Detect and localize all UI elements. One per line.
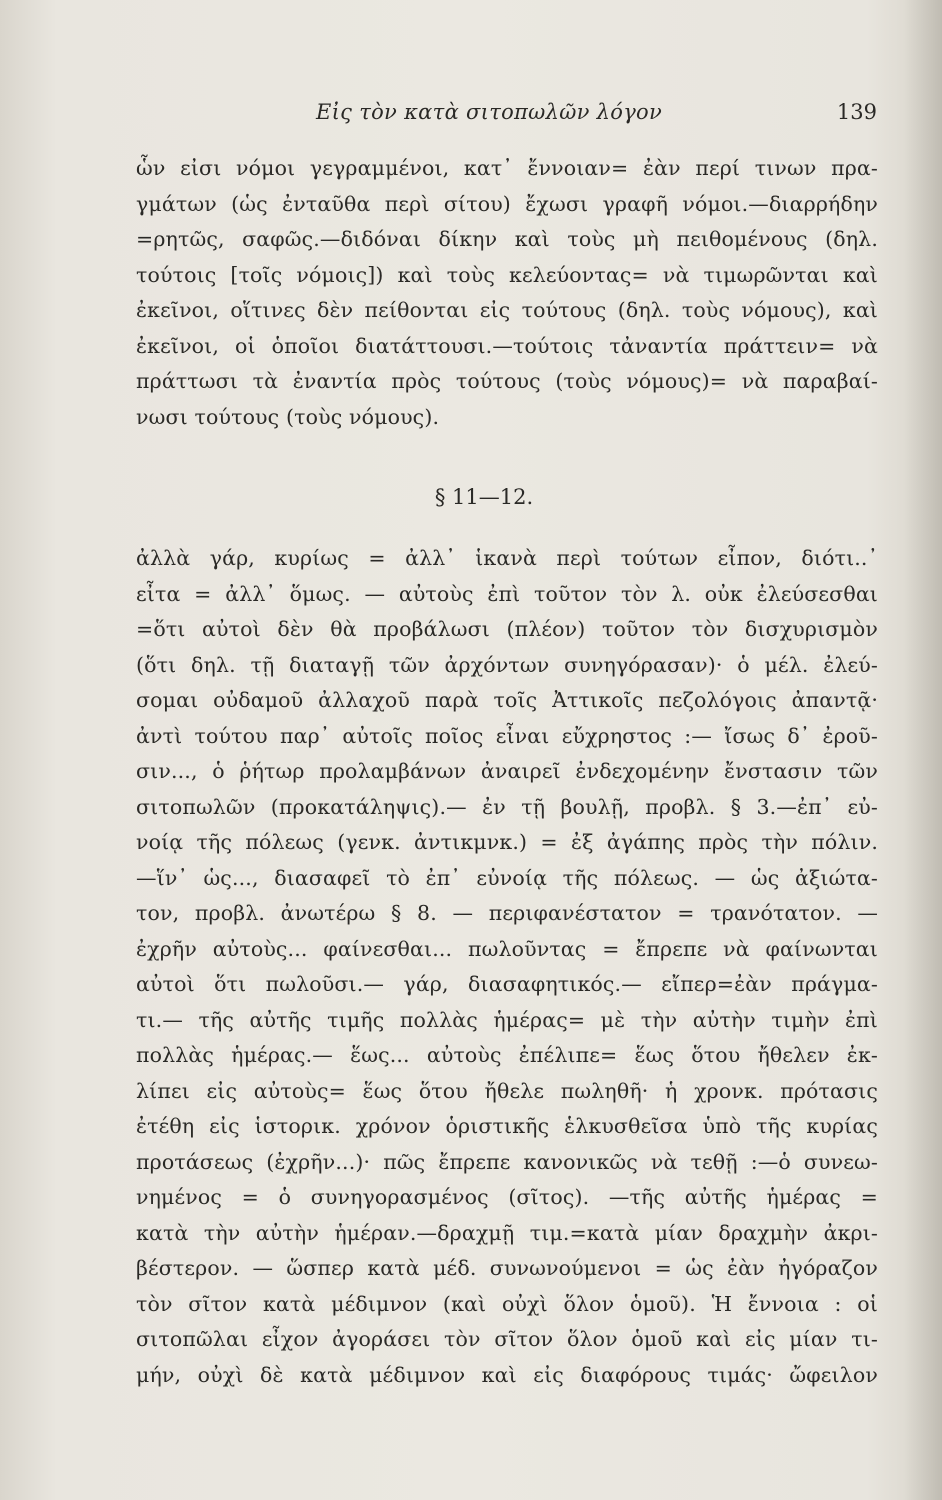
text-line: ὧν εἰσι νόμοι γεγραμμένοι, κατ᾿ ἔννοιαν= ἐὰν περί τινων πρα- xyxy=(136,156,878,180)
text-line: =ὅτι αὐτοὶ δὲν θὰ προβάλωσι (πλέον) τοῦτον τὸν δισχυρισμὸν xyxy=(136,617,878,641)
text-line: ἀντὶ τούτου παρ᾿ αὐτοῖς ποῖος εἶναι εὔχρηστος :— ἴσως δ᾿ ἐροῦ- xyxy=(136,723,878,748)
text-line: τούτοις [τοῖς νόμοις]) καὶ τοὺς κελεύοντας= νὰ τιμωρῶνται καὶ xyxy=(136,262,878,287)
text-line: γμάτων (ὡς ἐνταῦθα περὶ σίτου) ἔχωσι γραφῆ νόμοι.—διαρρήδην xyxy=(136,191,878,216)
text-line: τὸν σῖτον κατὰ μέδιμνον (καὶ οὐχὶ ὅλον ὁμοῦ). Ἡ ἔννοια : οἱ xyxy=(136,1291,878,1316)
text-line: νημένος = ὁ συνηγορασμένος (σῖτος). —τῆς αὐτῆς ἡμέρας = xyxy=(136,1185,878,1209)
text-line: σιν..., ὁ ῥήτωρ προλαμβάνων ἀναιρεῖ ἐνδεχομένην ἔνστασιν τῶν xyxy=(136,759,878,783)
text-line: σομαι οὐδαμοῦ ἀλλαχοῦ παρὰ τοῖς Ἀττικοῖς πεζολόγοις ἀπαντᾷ· xyxy=(136,688,878,712)
running-header xyxy=(132,98,877,134)
text-line: αὐτοὶ ὅτι πωλοῦσι.— γάρ, διασαφητικός.— εἴπερ=ἐὰν πράγμα- xyxy=(136,972,878,996)
commentary-paragraph-2 xyxy=(136,541,878,1393)
text-line: πολλὰς ἡμέρας.— ἕως... αὐτοὺς ἐπέλιπε= ἕως ὅτου ἤθελεν ἐκ- xyxy=(136,1043,878,1067)
text-line: ἐκεῖνοι, οἱ ὁποῖοι διατάττουσι.—τούτοις τἀναντία πράττειν= νὰ xyxy=(136,333,878,358)
text-line: —ἵν᾿ ὡς..., διασαφεῖ τὸ ἐπ᾿ εὐνοίᾳ τῆς πόλεως. — ὡς ἀξιώτα- xyxy=(136,865,878,890)
section-heading: § 11—12. xyxy=(434,485,534,509)
text-line: κατὰ τὴν αὐτὴν ἡμέραν.—δραχμῇ τιμ.=κατὰ μίαν δραχμὴν ἀκρι- xyxy=(136,1220,878,1245)
page-edge-shadow xyxy=(904,0,942,1500)
text-line: τον, προβλ. ἀνωτέρω § 8. — περιφανέστατον = τρανότατον. — xyxy=(136,901,878,925)
text-line: νωσι τούτους (τοὺς νόμους). xyxy=(136,404,440,429)
text-line: τι.— τῆς αὐτῆς τιμῆς πολλὰς ἡμέρας= μὲ τὴν αὐτὴν τιμὴν ἐπὶ xyxy=(136,1007,878,1032)
text-line: σιτοπῶλαι εἶχον ἀγοράσει τὸν σῖτον ὅλον ὁμοῦ καὶ εἰς μίαν τι- xyxy=(136,1327,878,1351)
text-line: ἀλλὰ γάρ, κυρίως = ἀλλ᾿ ἱκανὰ περὶ τούτων εἶπον, διότι..᾿ xyxy=(136,546,878,570)
text-line: ἐκεῖνοι, οἵτινες δὲν πείθονται εἰς τούτους (δηλ. τοὺς νόμους), καὶ xyxy=(136,298,878,322)
text-line: (ὅτι δηλ. τῇ διαταγῇ τῶν ἀρχόντων συνηγόρασαν)· ὁ μέλ. ἐλεύ- xyxy=(136,652,878,677)
text-line: βέστερον. — ὥσπερ κατὰ μέδ. συνωνούμενοι = ὡς ἐὰν ἠγόραζον xyxy=(136,1256,878,1280)
text-line: μήν, οὐχὶ δὲ κατὰ μέδιμνον καὶ εἰς διαφόρους τιμάς· ὤφειλον xyxy=(136,1362,878,1387)
text-line: εἶτα = ἀλλ᾿ ὅμως. — αὐτοὺς ἐπὶ τοῦτον τὸν λ. οὐκ ἐλεύσεσθαι xyxy=(136,581,878,606)
text-line: ἐτέθη εἰς ἱστορικ. χρόνον ὁριστικῆς ἑλκυσθεῖσα ὑπὸ τῆς κυρίας xyxy=(136,1114,878,1138)
page-number: 139 xyxy=(836,100,877,124)
commentary-paragraph-1 xyxy=(136,151,878,435)
text-line: σιτοπωλῶν (προκατάληψις).— ἐν τῇ βουλῇ, προβλ. § 3.—ἐπ᾿ εὐ- xyxy=(136,794,878,819)
text-line: λίπει εἰς αὐτοὺς= ἕως ὅτου ἤθελε πωληθῆ· ἡ χρονκ. πρότασις xyxy=(136,1078,878,1103)
text-line: προτάσεως (ἐχρῆν...)· πῶς ἔπρεπε κανονικῶς νὰ τεθῇ :—ὁ συνεω- xyxy=(136,1149,878,1174)
text-line: ἐχρῆν αὐτοὺς... φαίνεσθαι... πωλοῦντας = ἔπρεπε νὰ φαίνωνται xyxy=(136,936,878,961)
running-title: Εἰς τὸν κατὰ σιτοπωλῶν λόγον xyxy=(316,100,663,124)
text-line: πράττωσι τὰ ἐναντία πρὸς τούτους (τοὺς νόμους)= νὰ παραβαί- xyxy=(136,369,878,393)
text-line: νοίᾳ τῆς πόλεως (γενκ. ἀντικμνκ.) = ἐξ ἀγάπης πρὸς τὴν πόλιν. xyxy=(136,830,878,854)
text-line: =ρητῶς, σαφῶς.—διδόναι δίκην καὶ τοὺς μὴ πειθομένους (δηλ. xyxy=(136,227,878,251)
